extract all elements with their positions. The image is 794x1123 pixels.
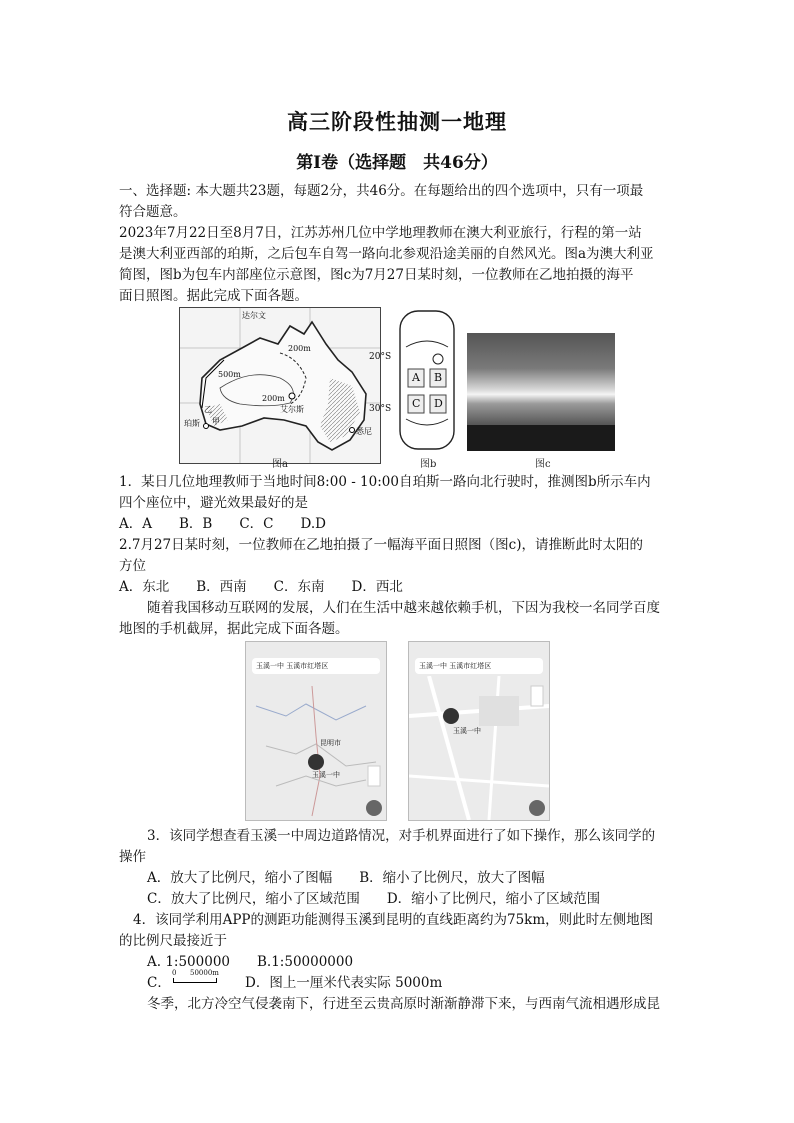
question-3-text: 3．该同学想查看玉溪一中周边道路情况，对手机界面进行了如下操作，那么该同学的 <box>147 828 656 844</box>
section-title: 第Ⅰ卷（选择题 共46分） <box>296 153 498 173</box>
question-3-options: C．放大了比例尺，缩小了区域范围 D．缩小了比例尺，缩小了区域范围 <box>147 891 601 907</box>
intro-paragraph-line: 地图的手机截屏，据此完成下面各题。 <box>119 621 349 637</box>
map-search-bar[interactable]: 玉溪一中 玉溪市红塔区 <box>252 658 380 674</box>
question-1-options: A．A B．B C．C D.D <box>119 516 326 532</box>
scale-label-end: 50000m <box>190 969 219 977</box>
scale-bar <box>172 969 220 985</box>
sea-sunset-photo <box>467 333 615 451</box>
label-darwin: 达尔文 <box>242 311 266 320</box>
intro-paragraph-line: 冬季，北方冷空气侵袭南下，行进至云贵高原时渐渐静滞下来，与西南气流相遇形成昆 <box>147 996 660 1012</box>
question-4-text: 4．该同学利用APP的测距功能测得玉溪到昆明的直线距离约为75km，则此时左侧地图 <box>133 912 654 928</box>
instructions-line: 符合题意。 <box>119 204 187 220</box>
question-4-option-c: C． <box>147 975 171 991</box>
label-sydney: 悉尼 <box>356 427 372 436</box>
seat-d: D <box>434 397 443 410</box>
phone-map-right <box>408 641 550 821</box>
car-seat-figure <box>392 307 462 455</box>
latitude-label: 30°S <box>369 404 392 414</box>
seat-c: C <box>412 397 421 410</box>
phone-map-left <box>245 641 387 821</box>
question-3-text: 操作 <box>119 849 146 865</box>
instructions-line: 一、选择题: 本大题共23题，每题2分，共46分。在每题给出的四个选项中，只有一项最 <box>119 183 644 199</box>
australia-map-figure <box>179 307 381 464</box>
map-label: 玉溪一中 <box>312 771 340 779</box>
intro-paragraph-line: 随着我国移动互联网的发展，人们在生活中越来越依赖手机，下因为我校一名同学百度 <box>147 600 660 616</box>
shore-silhouette <box>467 425 615 451</box>
map-label: 玉溪一中 <box>453 727 481 735</box>
seat-b: B <box>434 371 443 384</box>
latitude-label: 20°S <box>369 352 392 362</box>
map-label: 昆明市 <box>320 739 341 747</box>
car-outline-drawing <box>392 307 462 455</box>
label-jia: 甲 <box>212 417 220 426</box>
intro-paragraph-line: 简图，图b为包车内部座位示意图，图c为7月27日某时刻，一位教师在乙地拍摄的海平 <box>119 267 634 283</box>
question-4-option-d: D．图上一厘米代表实际 5000m <box>245 975 443 991</box>
label-perth: 珀斯 <box>184 419 200 428</box>
intro-paragraph-line: 2023年7月22日至8月7日，江苏苏州几位中学地理教师在澳大利亚旅行，行程的第一站 <box>119 225 642 241</box>
map-search-bar[interactable]: 玉溪一中 玉溪市红塔区 <box>415 658 543 674</box>
page-title: 高三阶段性抽测一地理 <box>287 109 507 134</box>
figure-b-caption: 图b <box>420 459 437 470</box>
question-2-text: 方位 <box>119 558 146 574</box>
left-map-drawing <box>246 676 386 820</box>
question-2-text: 2.7月27日某时刻，一位教师在乙地拍摄了一幅海平面日照图（图c)，请推断此时太阳的 <box>119 537 643 553</box>
contour-label: 500m <box>218 370 241 379</box>
question-4-options: A. 1:500000 B.1:50000000 <box>147 954 354 970</box>
label-yi: 乙 <box>204 405 212 414</box>
question-4-text: 的比例尺最接近于 <box>119 933 227 949</box>
intro-paragraph-line: 面日照图。据此完成下面各题。 <box>119 288 308 304</box>
contour-label: 200m <box>288 344 311 353</box>
question-1-text: 1．某日几位地理教师于当地时间8:00 - 10:00自珀斯一路向北行驶时，推测图b所示车内 <box>119 474 651 490</box>
scale-line <box>173 978 217 983</box>
question-2-options: A．东北 B．西南 C．东南 D．西北 <box>119 579 403 595</box>
question-1-text: 四个座位中，避光效果最好的是 <box>119 495 308 511</box>
intro-paragraph-line: 是澳大利亚西部的珀斯，之后包车自驾一路向北参观沿途美丽的自然风光。图a为澳大利亚 <box>119 246 654 262</box>
scale-label-zero: 0 <box>172 969 177 977</box>
question-3-options: A．放大了比例尺，缩小了图幅 B．缩小了比例尺，放大了图幅 <box>147 870 545 886</box>
figure-c-caption: 图c <box>535 459 551 470</box>
label-alice: 艾尔斯 <box>280 405 304 414</box>
seat-a: A <box>412 371 420 384</box>
figure-a-caption: 图a <box>272 459 288 470</box>
right-map-drawing <box>409 676 549 820</box>
contour-label: 200m <box>262 394 285 403</box>
australia-map-drawing <box>180 308 380 463</box>
